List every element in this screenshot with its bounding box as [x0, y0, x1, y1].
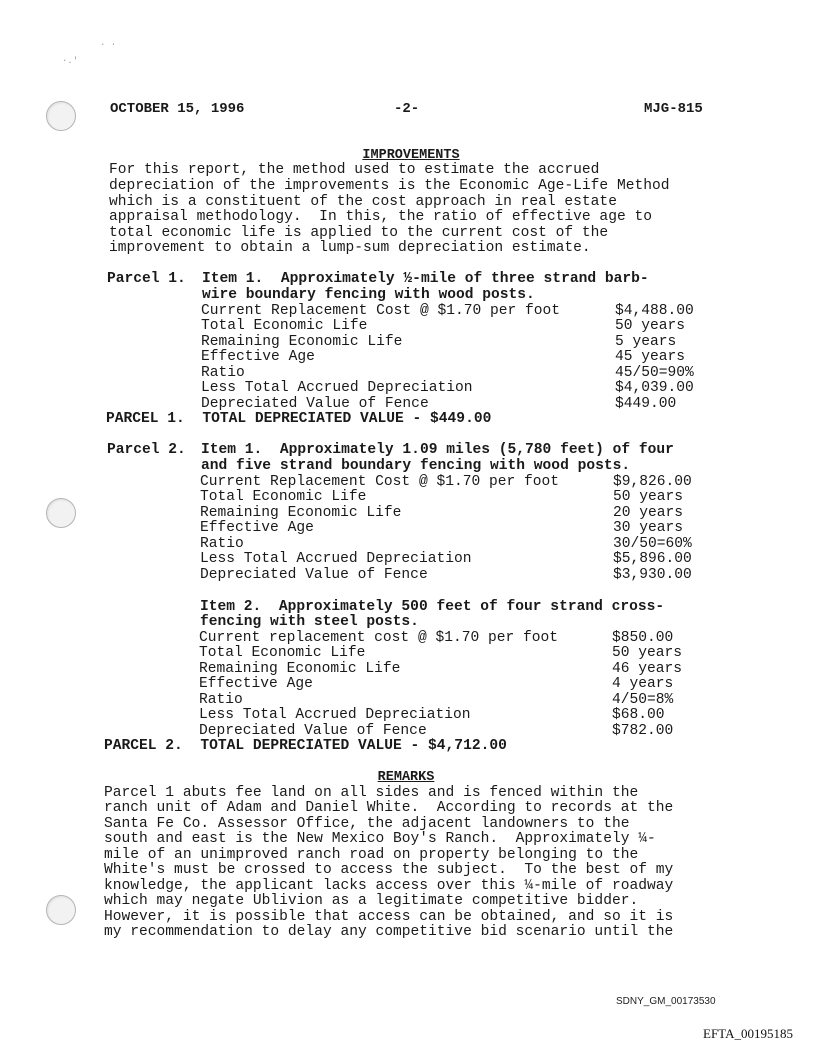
cost-row-label: Effective Age [201, 349, 315, 365]
header-reference: MJG-815 [644, 101, 703, 117]
parcel-1-total: PARCEL 1. TOTAL DEPRECIATED VALUE - $449.00 [106, 411, 492, 427]
cost-row-value: 46 years [612, 661, 683, 677]
cost-row-value: $449.00 [615, 396, 677, 412]
cost-row-value: 4 years [612, 676, 674, 692]
parcel-2-label: Parcel 2. [107, 442, 186, 458]
cost-row-value: 5 years [615, 334, 677, 350]
paragraph-line: south and east is the New Mexico Boy's Ranch. Approximately ¼- [104, 831, 656, 847]
paragraph-line: ranch unit of Adam and Daniel White. According to records at the [104, 800, 674, 816]
paragraph-line: improvement to obtain a lump-sum depreciation estimate. [109, 240, 591, 256]
cost-row-label: Current Replacement Cost @ $1.70 per foot [200, 474, 560, 490]
cost-row-label: Total Economic Life [199, 645, 366, 661]
paragraph-line: my recommendation to delay any competitive bid scenario until the [104, 924, 674, 940]
parcel-1-item-1-title: Item 1. Approximately ½-mile of three strand barb- [202, 271, 649, 287]
cost-row-value: 45 years [615, 349, 686, 365]
binder-hole-top [46, 101, 76, 131]
paragraph-line: knowledge, the applicant lacks access over this ¼-mile of roadway [104, 878, 674, 894]
cost-row-value: $4,039.00 [615, 380, 694, 396]
header-page-number: -2- [394, 101, 420, 117]
parcel-1-item-1-title: wire boundary fencing with wood posts. [202, 287, 535, 303]
cost-row-label: Total Economic Life [200, 489, 367, 505]
binder-hole-bottom [46, 895, 76, 925]
parcel-2-item-1-title: Item 1. Approximately 1.09 miles (5,780 feet) of four [201, 442, 674, 458]
cost-row-label: Effective Age [200, 520, 314, 536]
cost-row-value: $68.00 [612, 707, 665, 723]
cost-row-label: Ratio [201, 365, 245, 381]
cost-row-value: $5,896.00 [613, 551, 692, 567]
parcel-2-item-2-title: Item 2. Approximately 500 feet of four strand cross- [200, 599, 665, 615]
paragraph-line: Santa Fe Co. Assessor Office, the adjacent landowners to the [104, 816, 630, 832]
cost-row-value: 50 years [615, 318, 686, 334]
cost-row-value: $3,930.00 [613, 567, 692, 583]
binder-hole-middle [46, 498, 76, 528]
bates-number: SDNY_GM_00173530 [616, 996, 716, 1007]
cost-row-label: Depreciated Value of Fence [201, 396, 429, 412]
paragraph-line: However, it is possible that access can be obtained, and so it is [104, 909, 674, 925]
paragraph-line: For this report, the method used to estimate the accrued [109, 162, 600, 178]
cost-row-value: $850.00 [612, 630, 674, 646]
cost-row-label: Less Total Accrued Depreciation [200, 551, 472, 567]
improvements-heading: IMPROVEMENTS [362, 148, 460, 163]
cost-row-value: $9,826.00 [613, 474, 692, 490]
parcel-2-total: PARCEL 2. TOTAL DEPRECIATED VALUE - $4,712.00 [104, 738, 507, 754]
cost-row-label: Total Economic Life [201, 318, 368, 334]
paragraph-line: White's must be crossed to access the subject. To the best of my [104, 862, 674, 878]
paragraph-line: which may negate Ublivion as a legitimate competitive bidder. [104, 893, 639, 909]
cost-row-value: $782.00 [612, 723, 674, 739]
cost-row-label: Ratio [199, 692, 243, 708]
cost-row-label: Depreciated Value of Fence [199, 723, 427, 739]
parcel-1-label: Parcel 1. [107, 271, 186, 287]
efta-number: EFTA_00195185 [703, 1026, 793, 1041]
cost-row-value: 4/50=8% [612, 692, 674, 708]
paragraph-line: Parcel 1 abuts fee land on all sides and is fenced within the [104, 785, 639, 801]
parcel-2-item-1-title: and five strand boundary fencing with wood posts. [201, 458, 631, 474]
cost-row-label: Remaining Economic Life [200, 505, 402, 521]
header-date: OCTOBER 15, 1996 [110, 101, 245, 117]
cost-row-value: $4,488.00 [615, 303, 694, 319]
paragraph-line: total economic life is applied to the current cost of the [109, 225, 609, 241]
cost-row-value: 50 years [613, 489, 684, 505]
cost-row-label: Current replacement cost @ $1.70 per foot [199, 630, 559, 646]
paragraph-line: appraisal methodology. In this, the ratio of effective age to [109, 209, 652, 225]
cost-row-value: 20 years [613, 505, 684, 521]
cost-row-label: Remaining Economic Life [201, 334, 403, 350]
remarks-heading: REMARKS [377, 770, 435, 785]
cost-row-label: Remaining Economic Life [199, 661, 401, 677]
scan-speck: ·.' [62, 56, 79, 66]
cost-row-label: Effective Age [199, 676, 313, 692]
cost-row-value: 45/50=90% [615, 365, 694, 381]
cost-row-label: Depreciated Value of Fence [200, 567, 428, 583]
cost-row-label: Ratio [200, 536, 244, 552]
paragraph-line: mile of an unimproved ranch road on property belonging to the [104, 847, 639, 863]
cost-row-value: 30/50=60% [613, 536, 692, 552]
paragraph-line: which is a constituent of the cost approach in real estate [109, 194, 617, 210]
cost-row-value: 30 years [613, 520, 684, 536]
paragraph-line: depreciation of the improvements is the Economic Age-Life Method [109, 178, 670, 194]
cost-row-label: Less Total Accrued Depreciation [199, 707, 471, 723]
parcel-2-item-2-title: fencing with steel posts. [200, 614, 419, 630]
scan-speck: . . [100, 38, 117, 48]
cost-row-label: Less Total Accrued Depreciation [201, 380, 473, 396]
cost-row-value: 50 years [612, 645, 683, 661]
cost-row-label: Current Replacement Cost @ $1.70 per foot [201, 303, 561, 319]
